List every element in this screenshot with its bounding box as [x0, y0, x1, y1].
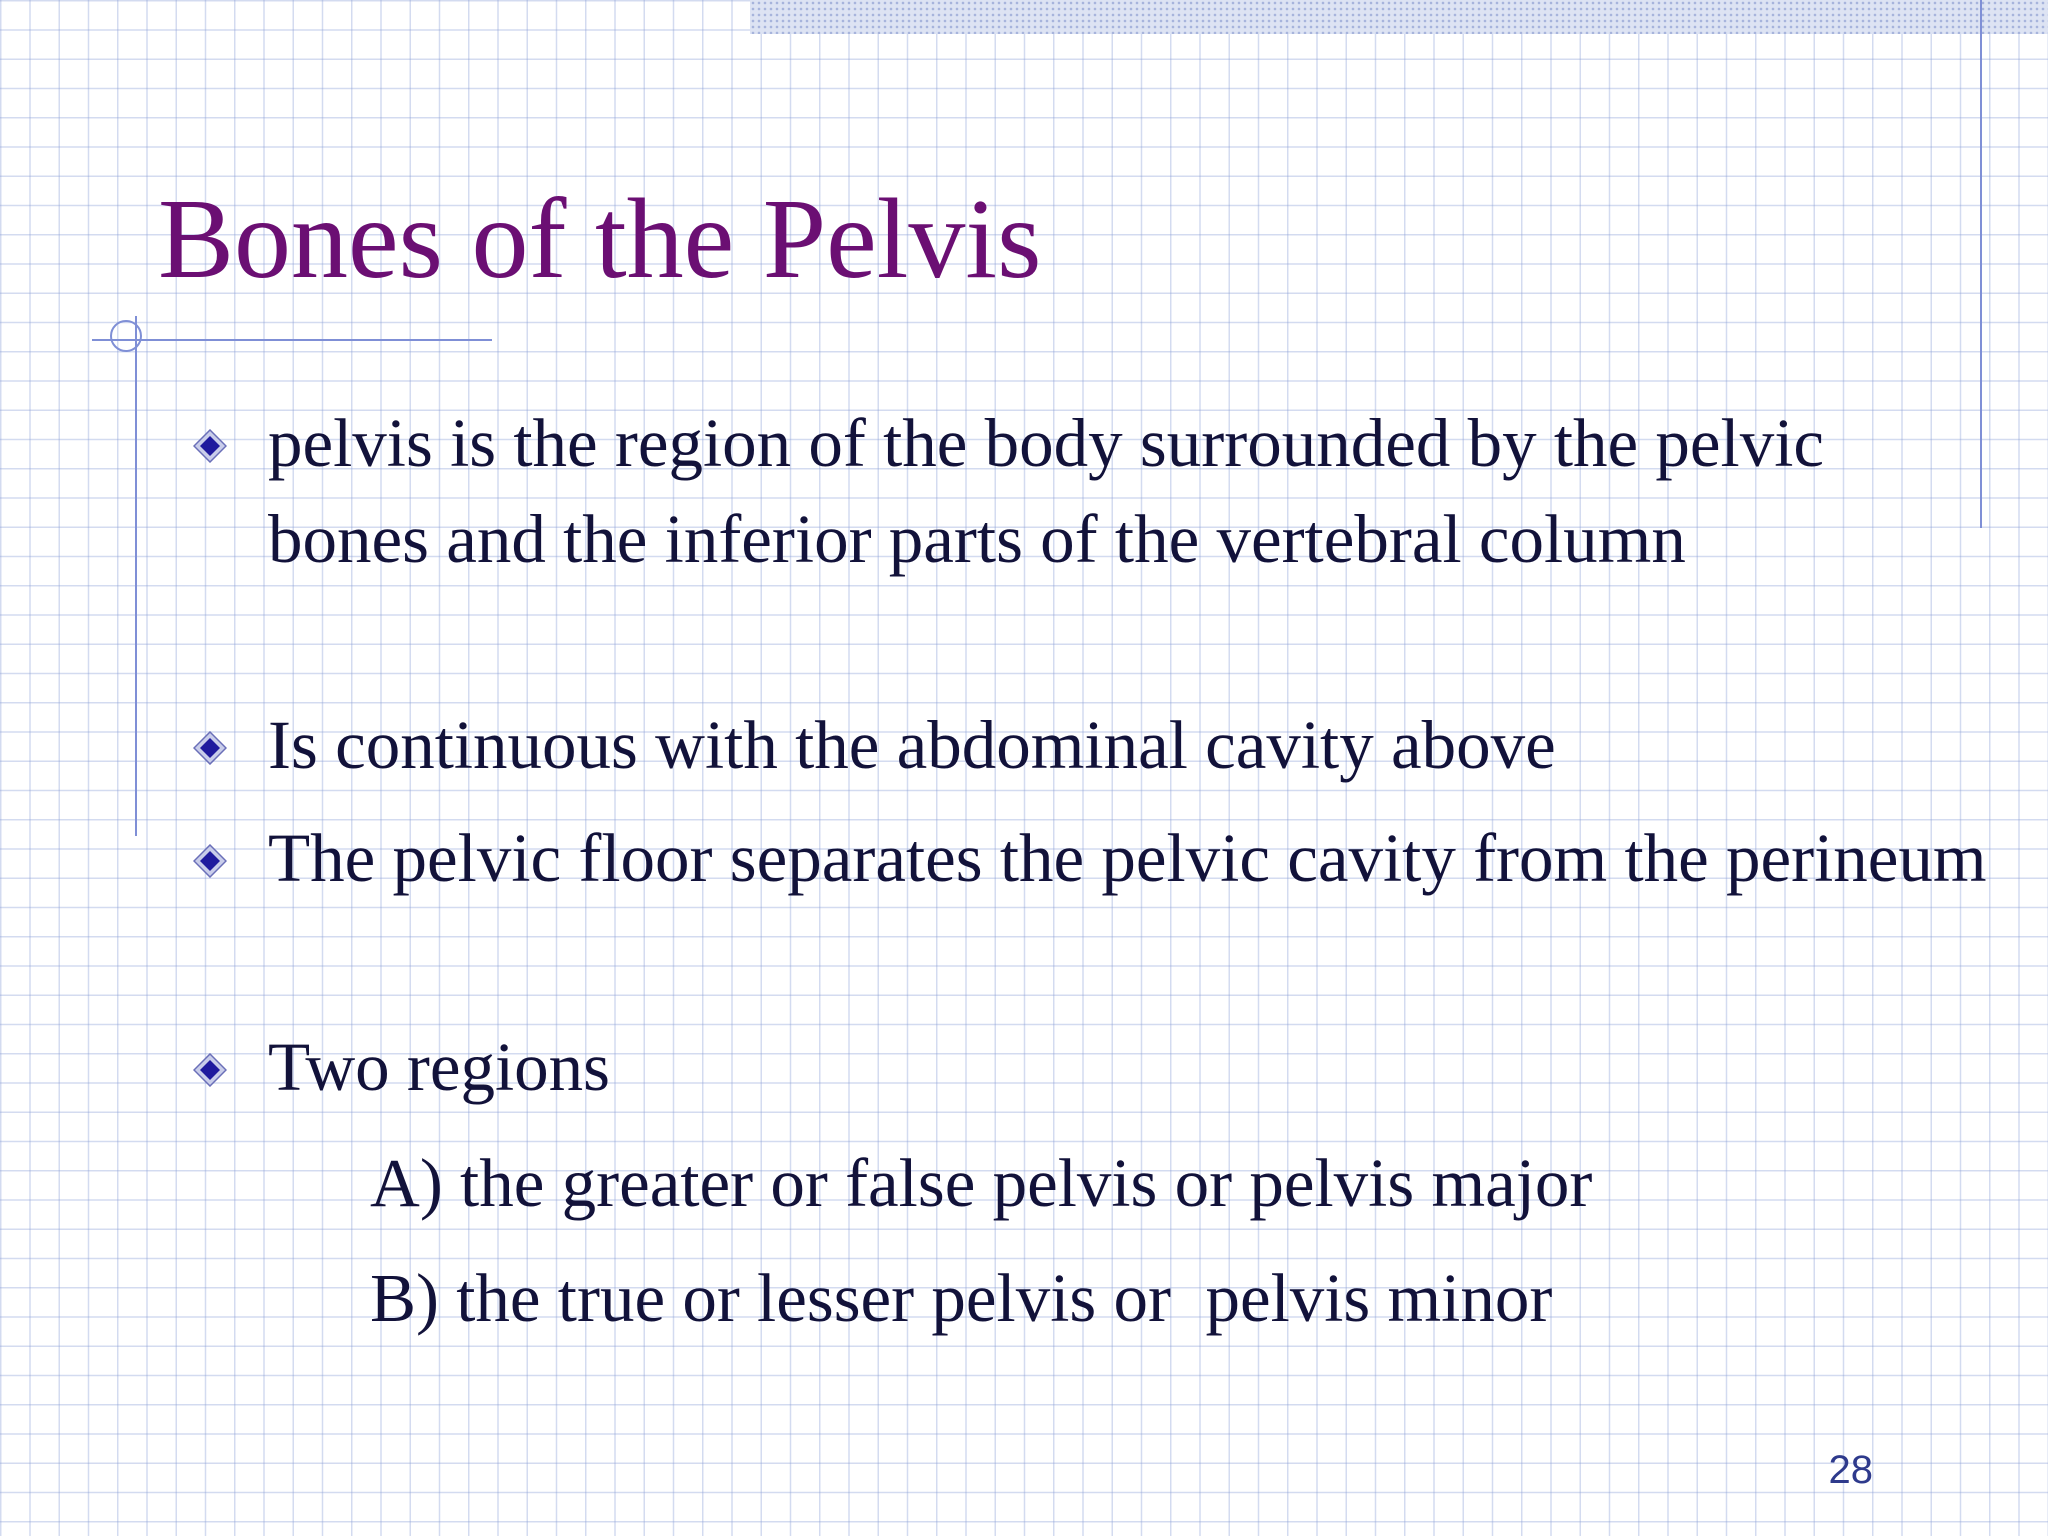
bullet-item	[190, 1019, 1990, 1115]
diamond-bullet-icon	[193, 1053, 227, 1087]
diamond-bullet-icon	[193, 731, 227, 765]
title-corner-circle	[110, 320, 142, 352]
page-number: 28	[1828, 1448, 1873, 1492]
bullet-text: Two regions	[268, 1029, 611, 1105]
bullet-item	[190, 395, 1990, 587]
diamond-bullet-icon	[193, 429, 227, 463]
slide-title: Bones of the Pelvis	[158, 175, 1042, 302]
bullet-text: Is continuous with the abdominal cavity above	[268, 707, 1556, 783]
bullet-text: pelvis is the region of the body surrounded by the pelvic bones and the inferior parts of the vertebral column	[268, 405, 1825, 577]
bullet-item	[190, 697, 1990, 793]
diamond-bullet-icon	[193, 844, 227, 878]
top-decorative-band	[750, 0, 2048, 34]
bullet-text: The pelvic floor separates the pelvic cavity from the perineum	[268, 820, 1987, 896]
left-vertical-rule	[135, 316, 137, 836]
bullet-item	[190, 810, 1990, 906]
sub-item-b: B) the true or lesser pelvis or pelvis minor	[370, 1260, 1553, 1336]
title-underline-rule	[92, 339, 492, 341]
sub-item-a: A) the greater or false pelvis or pelvis major	[370, 1145, 1593, 1221]
